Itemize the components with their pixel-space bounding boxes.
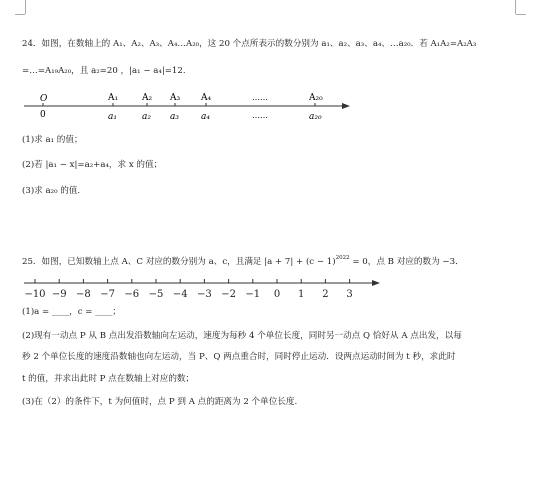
q24-val-a1: a₁ xyxy=(108,112,117,122)
q25-part2-line2: 秒 2 个单位长度的速度沿数轴也向左运动，当 P、Q 两点重合时，同时停止运动．设两点运动时间为 t 秒，求此时 xyxy=(22,352,456,362)
q24-val-a4: a₄ xyxy=(201,112,210,122)
q25-tick-label-12: 2 xyxy=(322,289,329,300)
q24-label-a1: A₁ xyxy=(108,93,119,103)
q25-line1-a: 25．如图，已知数轴上点 A、C 对应的数分别为 a、c，且满足 |a + 7| + (c − 1) xyxy=(22,257,336,267)
q24-val-a3: a₃ xyxy=(170,112,179,122)
q25-tick-label-8: −2 xyxy=(221,289,236,300)
q24-ticks xyxy=(43,103,315,106)
q25-tick-label-0: −10 xyxy=(24,289,46,300)
q25-tick-label-3: −7 xyxy=(100,289,115,300)
q25-tick-label-7: −3 xyxy=(197,289,212,300)
q25-tick-label-6: −4 xyxy=(172,289,188,300)
q25-tick-label-1: −9 xyxy=(51,289,67,300)
q25-tick-label-13: 3 xyxy=(346,289,353,300)
corner-mark-right-h xyxy=(516,14,526,15)
q24-axis-arrow xyxy=(342,103,350,109)
q24-line2: =…=A₁₉A₂₀，且 a₂=20 ，|a₁ − a₄|=12. xyxy=(22,66,186,76)
q24-part2: (2)若 |a₁ − x|=a₂+a₄，求 x 的值； xyxy=(22,160,163,170)
q25-ticks xyxy=(24,279,352,300)
q25-tick-label-4: −6 xyxy=(124,289,140,300)
q24-label-dots-top: …… xyxy=(252,93,268,102)
q24-label-o: O xyxy=(40,94,48,104)
corner-mark-right xyxy=(515,0,516,14)
q25-tick-label-10: 0 xyxy=(273,289,281,300)
q25-part2-line1: (2)现有一动点 P 从 B 点出发沿数轴向左运动，速度为每秒 4 个单位长度，同时另一动点 Q 恰好从 A 点出发，以每 xyxy=(22,331,462,341)
q24-label-a2: A₂ xyxy=(142,93,153,103)
q25-tick-label-9: −1 xyxy=(245,289,261,300)
q25-exponent: 2022 xyxy=(335,255,350,261)
q25-line1-b: = 0，点 B 对应的数为 −3． xyxy=(349,257,464,267)
q25-tick-label-5: −5 xyxy=(148,289,164,300)
q25-part3: (3)在（2）的条件下，t 为何值时，点 P 到 A 点的距离为 2 个单位长度. xyxy=(22,397,298,407)
q25-line1 xyxy=(22,256,464,267)
q25-tick-label-2: −8 xyxy=(76,289,91,300)
q24-part1: (1)求 a₁ 的值； xyxy=(22,135,83,145)
q24-label-a4: A₄ xyxy=(201,93,212,103)
q24-line1: 24．如图，在数轴上的 A₁、A₂、A₃、A₄…A₂₀，这 20 个点所表示的数分别为 a₁、a₂、a₃、a₄、…a₂₀．若 A₁A₂=A₂A₃ xyxy=(22,39,477,49)
corner-mark-left xyxy=(25,0,26,14)
q24-part3: (3)求 a₂₀ 的值. xyxy=(22,186,81,196)
q25-axis-arrow xyxy=(372,280,380,286)
q24-val-dots: …… xyxy=(252,111,268,120)
q24-label-a3: A₃ xyxy=(170,93,181,103)
q24-val-a20: a₂₀ xyxy=(309,112,322,122)
corner-mark-left-h xyxy=(15,14,25,15)
q25-part2-line3: t 的值，并求出此时 P 点在数轴上对应的数； xyxy=(22,374,195,384)
q25-part1: (1)a = ____，c = ____； xyxy=(22,307,122,317)
q25-tick-label-11: 1 xyxy=(298,289,305,300)
q24-val-0: 0 xyxy=(40,110,46,120)
q24-val-a2: a₂ xyxy=(142,112,151,122)
q24-label-a20: A₂₀ xyxy=(309,93,323,103)
